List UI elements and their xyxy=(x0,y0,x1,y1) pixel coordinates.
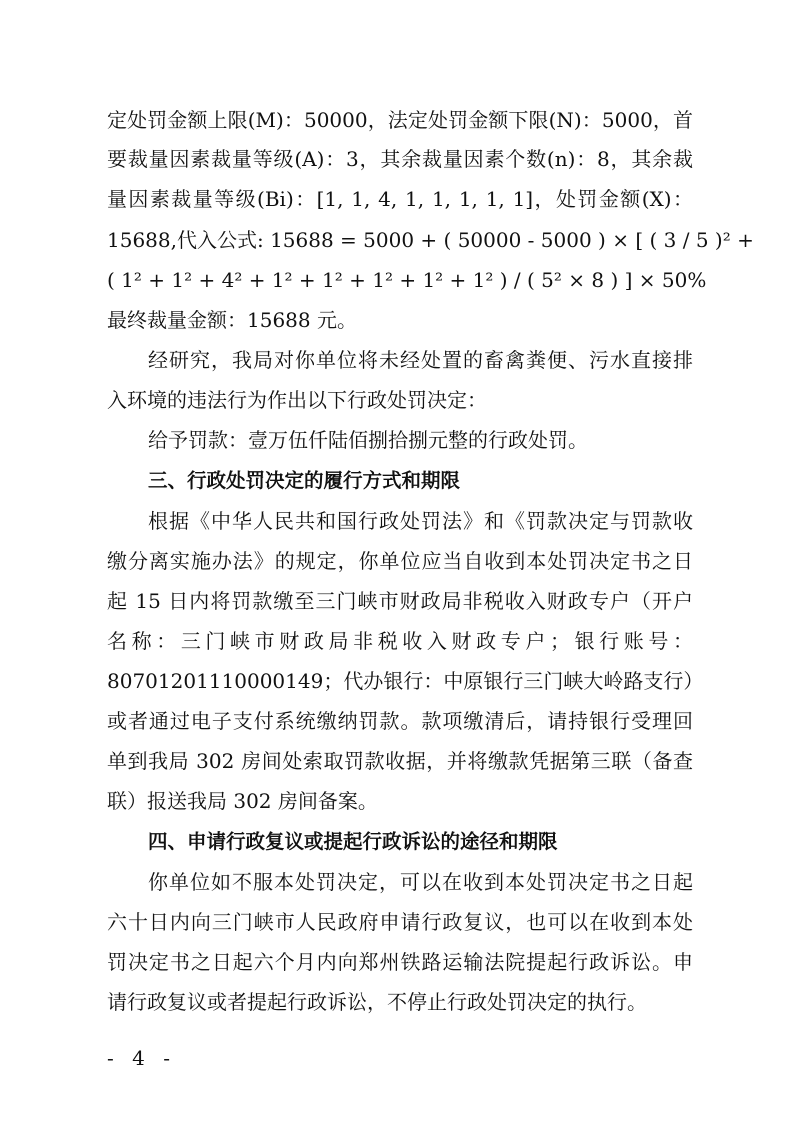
body-line: 定处罚金额上限(M)：50000，法定处罚金额下限(N)：5000，首 xyxy=(107,108,693,132)
penalty-decision-line: 给予罚款：壹万伍仟陆佰捌拾捌元整的行政处罚。 xyxy=(148,428,588,452)
body-line: 最终裁量金额：15688 元。 xyxy=(107,308,357,332)
body-line: 请行政复议或者提起行政诉讼，不停止行政处罚决定的执行。 xyxy=(107,990,647,1014)
paragraph-first-line: 根据《中华人民共和国行政处罚法》和《罚款决定与罚款收 xyxy=(148,509,693,533)
body-line: 单到我局 302 房间处索取罚款收据，并将缴款凭据第三联（备查 xyxy=(107,749,693,773)
body-line: 要裁量因素裁量等级(A)：3，其余裁量因素个数(n)：8，其余裁 xyxy=(107,147,693,171)
body-line: 入环境的违法行为作出以下行政处罚决定： xyxy=(107,388,487,412)
paragraph-first-line: 你单位如不服本处罚决定，可以在收到本处罚决定书之日起 xyxy=(148,870,693,894)
formula-line: 15688,代入公式: 15688 = 5000 + ( 50000 - 5000 ) × [ ( 3 / 5 )² + xyxy=(107,228,754,252)
body-line: 六十日内向三门峡市人民政府申请行政复议，也可以在收到本处 xyxy=(107,910,693,934)
section-heading: 四、申请行政复议或提起行政诉讼的途径和期限 xyxy=(148,830,558,853)
body-line: 或者通过电子支付系统缴纳罚款。款项缴清后，请持银行受理回 xyxy=(107,709,693,733)
body-line: 量因素裁量等级(Bi)：[1, 1, 4, 1, 1, 1, 1, 1]，处罚金额(X)： xyxy=(107,187,693,211)
section-heading: 三、行政处罚决定的履行方式和期限 xyxy=(148,469,461,492)
body-line: 名称：三门峡市财政局非税收入财政专户；银行账号： xyxy=(107,629,693,653)
body-line: 罚决定书之日起六个月内向郑州铁路运输法院提起行政诉讼。申 xyxy=(107,950,693,974)
body-line: 缴分离实施办法》的规定，你单位应当自收到本处罚决定书之日 xyxy=(107,549,693,573)
formula-line: ( 1² + 1² + 4² + 1² + 1² + 1² + 1² + 1² ) / ( 5² × 8 ) ] × 50% xyxy=(107,268,707,292)
body-line: 80701201110000149；代办银行：中原银行三门峡大岭路支行） xyxy=(107,669,704,693)
paragraph-first-line: 经研究，我局对你单位将未经处置的畜禽粪便、污水直接排 xyxy=(148,348,693,372)
body-line: 联）报送我局 302 房间备案。 xyxy=(107,789,378,813)
page-number: - 4 - xyxy=(107,1046,176,1070)
body-line: 起 15 日内将罚款缴至三门峡市财政局非税收入财政专户（开户 xyxy=(107,589,693,613)
